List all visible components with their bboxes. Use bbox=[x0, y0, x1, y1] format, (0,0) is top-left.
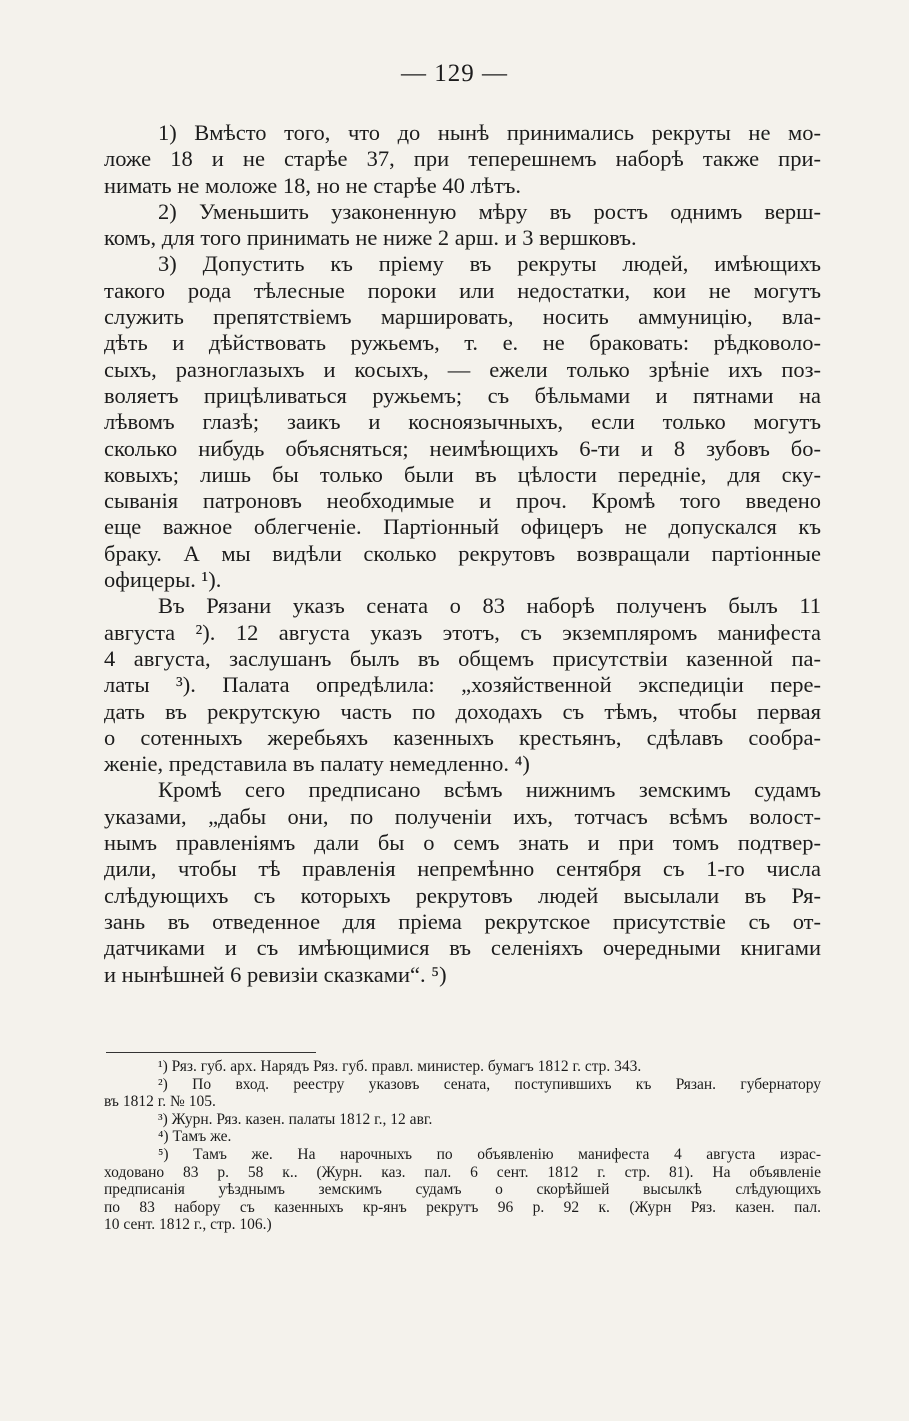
text-line: зань въ отведенное для пріема рекрутское присутствіе съ от- bbox=[104, 908, 821, 934]
text-line: 4 августа, заслушанъ былъ въ общемъ присутствіи казенной па- bbox=[104, 645, 821, 671]
footnote-line: ходовано 83 р. 58 к.. (Журн. каз. пал. 6 сент. 1812 г. стр. 81). На объявленіе bbox=[104, 1163, 821, 1181]
text-line: нымъ правленіямъ дали бы о семъ знать и при томъ подтвер- bbox=[104, 830, 821, 856]
footnote-line: ⁵) Тамъ же. На нарочныхъ по объявленію манифеста 4 августа израс- bbox=[158, 1145, 821, 1163]
text-line: сыхъ, разноглазыхъ и косыхъ, — ежели только зрѣніе ихъ поз- bbox=[104, 356, 821, 382]
text-line: 2) Уменьшить узаконенную мѣру въ ростъ однимъ верш- bbox=[158, 198, 821, 224]
text-line: сколько нибудь объясняться; неимѣющихъ 6-ти и 8 зубовъ бо- bbox=[104, 435, 821, 461]
text-line: браку. А мы видѣли сколько рекрутовъ возвращали партіонные bbox=[104, 540, 821, 566]
text-line: дать въ рекрутскую часть по доходахъ съ тѣмъ, чтобы первая bbox=[104, 698, 821, 724]
body-text bbox=[104, 120, 821, 988]
text-line: воляетъ прицѣливаться ружьемъ; съ бѣльмами и пятнами на bbox=[104, 382, 821, 408]
text-line: указами, „дабы они, по полученіи ихъ, тотчасъ всѣмъ волост- bbox=[104, 803, 821, 829]
text-line: слѣдующихъ съ которыхъ рекрутовъ людей высылали въ Ря- bbox=[104, 882, 821, 908]
footnote-line: по 83 набору съ казенныхъ кр-янъ рекрутъ 96 р. 92 к. (Журн Ряз. казен. пал. bbox=[104, 1198, 821, 1216]
text-line: латы ³). Палата опредѣлила: „хозяйственной экспедиціи пере- bbox=[104, 672, 821, 698]
text-line: августа ²). 12 августа указъ этотъ, съ экземпляромъ манифеста bbox=[104, 619, 821, 645]
text-line: ложе 18 и не старѣе 37, при теперешнемъ наборѣ также при- bbox=[104, 146, 821, 172]
text-line: датчиками и съ имѣющимися въ селеніяхъ очередными книгами bbox=[104, 935, 821, 961]
text-line: нимать не моложе 18, но не старѣе 40 лѣтъ. bbox=[104, 172, 522, 198]
text-line: сыванія патроновъ необходимые и проч. Кромѣ того введено bbox=[104, 488, 821, 514]
text-line: и нынѣшней 6 ревизіи сказками“. ⁵) bbox=[104, 961, 447, 987]
text-line: 1) Вмѣсто того, что до нынѣ принимались рекруты не мо- bbox=[158, 120, 821, 145]
text-line: о сотенныхъ жеребьяхъ казенныхъ крестьянъ, сдѣлавъ сообра- bbox=[104, 724, 821, 750]
text-line: ковыхъ; лишь бы только были въ цѣлости передніе, для ску- bbox=[104, 461, 821, 487]
footnote-line: ⁴) Тамъ же. bbox=[158, 1128, 232, 1146]
footnote-line: ¹) Ряз. губ. арх. Нарядъ Ряз. губ. правл. министер. бумагъ 1812 г. стр. 343. bbox=[158, 1058, 642, 1075]
footnote-line: предписанія уѣзднымъ земскимъ судамъ о скорѣйшей высылкѣ слѣдующихъ bbox=[104, 1181, 821, 1199]
footnote-line: въ 1812 г. № 105. bbox=[104, 1093, 216, 1111]
text-line: Въ Рязани указъ сената о 83 наборѣ полученъ былъ 11 bbox=[158, 593, 821, 619]
text-line: еще важное облегченіе. Партіонный офицеръ не допускался къ bbox=[104, 514, 821, 540]
text-line: комъ, для того принимать не ниже 2 арш. и 3 вершковъ. bbox=[104, 225, 637, 251]
text-line: служить препятствіемъ маршировать, носить аммуницію, вла- bbox=[104, 304, 821, 330]
footnote-divider bbox=[106, 1052, 316, 1053]
text-line: Кромѣ сего предписано всѣмъ нижнимъ земскимъ судамъ bbox=[158, 777, 821, 803]
text-line: офицеры. ¹). bbox=[104, 567, 222, 593]
text-line: такого рода тѣлесные пороки или недостатки, кои не могутъ bbox=[104, 277, 821, 303]
text-line: лѣвомъ глазѣ; заикъ и косноязычныхъ, если только могутъ bbox=[104, 409, 821, 435]
page-number: — 129 — bbox=[401, 60, 508, 87]
text-line: 3) Допустить къ пріему въ рекруты людей, имѣющихъ bbox=[158, 251, 821, 277]
footnotes bbox=[104, 1058, 821, 1234]
text-line: дили, чтобы тѣ правленія непремѣнно сентября съ 1-го числа bbox=[104, 856, 821, 882]
footnote-line: ²) По вход. реестру указовъ сената, поступившихъ къ Рязан. губернатору bbox=[158, 1075, 821, 1093]
text-line: женіе, представила въ палату немедленно. ⁴) bbox=[104, 751, 530, 777]
footnote-line: 10 сент. 1812 г., стр. 106.) bbox=[104, 1216, 272, 1234]
text-line: дѣть и дѣйствовать ружьемъ, т. е. не браковать: рѣдковоло- bbox=[104, 330, 821, 356]
footnote-line: ³) Журн. Ряз. казен. палаты 1812 г., 12 авг. bbox=[158, 1110, 433, 1128]
